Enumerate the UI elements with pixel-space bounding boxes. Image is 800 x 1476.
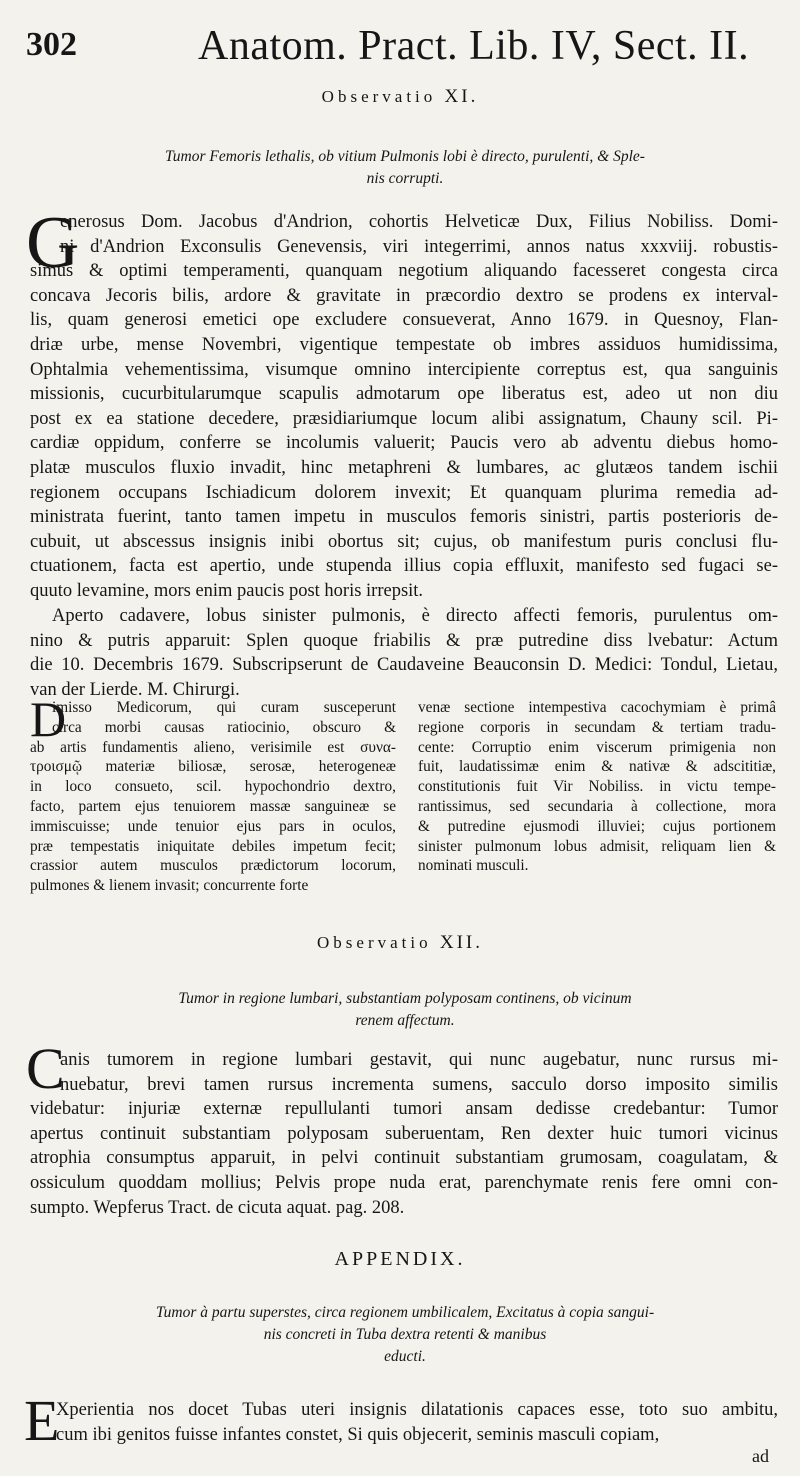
observation-number: XII. — [439, 932, 483, 953]
text-line: apertus continuit substantiam polyposam suberuentam, Ren dexter huic tumori vicinus — [30, 1123, 778, 1144]
scholion-left-column — [30, 698, 396, 896]
text-line: constitutionis fuit Vir Nobiliss. in victu tempe- — [418, 778, 776, 796]
appendix-heading: APPENDIX. — [334, 1248, 466, 1270]
scholion-right-column — [418, 698, 776, 876]
subtitle-line: Tumor Femoris lethalis, ob vitium Pulmonis lobi è directo, purulenti, & Sple- — [165, 148, 645, 165]
observation-12-paragraph — [30, 1048, 778, 1220]
observation-12-heading — [0, 932, 800, 954]
text-line: pulmones & lienem invasit; concurrente forte — [30, 877, 309, 895]
text-line: enerosus Dom. Jacobus d'Andrion, cohortis Helveticæ Dux, Filius Nobiliss. Domi- — [60, 212, 778, 232]
subtitle-line: educti. — [384, 1348, 426, 1365]
text-line: crassior autem musculos prædictorum locorum, — [30, 857, 396, 875]
subtitle-line: Tumor à partu superstes, circa regionem umbilicalem, Excitatus à copia sangui- — [155, 1304, 655, 1321]
text-line: rantissimus, sed secundaria à collectione, mora — [418, 797, 776, 815]
text-line: nominati musculi. — [418, 857, 529, 875]
observation-number: XI. — [444, 86, 479, 107]
text-line: videbatur: injuriæ externæ repullulanti tumori ansam dedisse credebantur: Tumor — [30, 1099, 778, 1120]
observation-label: Observatio — [317, 933, 432, 952]
text-line: circa morbi causas ratiocinio, obscuro & — [52, 718, 396, 736]
drop-cap: D — [30, 691, 67, 747]
text-line: τροισμῷ materiæ biliosæ, serosæ, heterogeneæ — [30, 758, 396, 776]
text-line: platæ musculos fluxio invadit, hinc metaphreni & lumbares, ac glutæos tandem ischii — [30, 457, 778, 478]
drop-cap: C — [26, 1036, 65, 1101]
text-line: nuebatur, brevi tamen rursus incrementa sumens, sacculo dorso imposito similis — [60, 1074, 778, 1095]
page-header — [26, 10, 786, 80]
observation-11-heading — [0, 86, 800, 108]
text-line: cubuit, ut abscessus insignis inibi obortus sit; cujus, ob manifestum puris conclusi flu- — [30, 531, 778, 552]
text-line: post ex ea statione decedere, præsidiariumque locum alibi assignatum, Chauny scil. Pi- — [30, 408, 778, 429]
text-line: cardiæ oppidum, conferre se incolumis valuerit; Paucis vero ab adventu diebus homo- — [30, 433, 778, 454]
text-line: facto, partem ejus tenuiorem massæ sanguineæ se — [30, 797, 396, 815]
text-line: regione corporis in secundam & tertiam tradu- — [418, 718, 776, 736]
subtitle-line: Tumor in regione lumbari, substantiam polyposam continens, ob vicinum — [178, 990, 632, 1007]
text-line: sumpto. Wepferus Tract. de cicuta aquat. pag. 208. — [30, 1197, 405, 1218]
text-line: in loco consueto, scil. hypochondrio dextro, — [30, 778, 396, 796]
observation-11-subtitle — [60, 146, 750, 190]
page-number: 302 — [26, 26, 77, 63]
text-line: præ tempestatis iniquitate debiles impetum fecit; — [30, 837, 396, 855]
observation-11-paragraph-2 — [30, 604, 778, 702]
observation-11-paragraph-1 — [30, 210, 778, 604]
text-line: ni d'Andrion Exconsulis Genevensis, viri integerrimi, annos natus xxxviij. robustis- — [60, 236, 778, 257]
text-line: venæ sectione intempestiva cacochymiam è primâ — [418, 699, 776, 716]
text-line: cente: Corruptio enim viscerum primigenia non — [418, 738, 776, 756]
text-line: simus & optimi temperamenti, quanquam negotium aliquando facesseret congesta circa — [30, 261, 778, 282]
appendix-subtitle — [60, 1302, 750, 1368]
text-line: regionem occupans Ischiadicum dolorem invexit; Et quanquam plurima remedia ad- — [30, 482, 778, 503]
appendix-paragraph — [30, 1398, 778, 1447]
observation-12-subtitle — [60, 988, 750, 1032]
text-line: quuto levamine, mors enim paucis post horis irrepsit. — [30, 580, 424, 601]
subtitle-line: nis concreti in Tuba dextra retenti & manibus — [263, 1326, 547, 1343]
text-line: Xperientia nos docet Tubas uteri insignis dilatationis capaces esse, toto suo ambitu, — [56, 1400, 778, 1420]
catchword: ad — [752, 1446, 769, 1466]
text-line: atrophia consumptus apparuit, in pelvi continuit substantiam grumosam, coagulatam, & — [30, 1148, 778, 1169]
text-line: concava Jecoris bilis, ardore & gravitate in præcordio dextro se prodens ex interval- — [30, 285, 778, 306]
text-line: driæ urbe, mense Novembri, vigentique tempestate ob imbres assiduos humidissima, — [30, 334, 778, 355]
observation-label: Observatio — [321, 87, 437, 106]
subtitle-line: renem affectum. — [355, 1012, 455, 1029]
text-line: van der Lierde. M. Chirurgi. — [30, 679, 240, 700]
text-line: & putredine ejusmodi illuviei; cujus portionem — [418, 817, 776, 835]
text-line: lis, quam generosi emetici ope excludere consueverat, Anno 1679. in Quesnoy, Flan- — [30, 310, 778, 331]
text-line: nino & putris apparuit: Splen quoque friabilis & præ putredine diss lvebatur: Actum — [30, 630, 778, 651]
text-line: die 10. Decembris 1679. Subscripserunt de Caudaveine Beauconsin D. Medici: Tondul, Lietau, — [30, 655, 778, 676]
drop-cap: E — [24, 1388, 60, 1453]
subtitle-line: nis corrupti. — [366, 170, 444, 187]
text-line: ab artis fundamentis alieno, verisimile est συνα- — [30, 738, 396, 756]
text-line: anis tumorem in regione lumbari gestavit, qui nunc augebatur, nunc rursus mi- — [60, 1050, 778, 1070]
text-line: missionis, cucurbitularumque scapulis admotarum ope liberatus est, adeo ut non diu — [30, 384, 778, 405]
text-line: imisso Medicorum, qui curam susceperunt — [52, 699, 396, 716]
drop-cap: G — [26, 202, 80, 284]
text-line: ossiculum quoddam mollius; Pelvis prope nuda erat, parenchymate renis fere omni con- — [30, 1172, 778, 1193]
text-line: Aperto cadavere, lobus sinister pulmonis, è directo affecti femoris, purulentus om- — [52, 606, 778, 626]
text-line: ministrata fuerint, tanto tamen impetu in musculos femoris sinistri, partis posterioris de- — [30, 507, 778, 528]
text-line: fuit, laudatissimæ enim & nativæ & adscititiæ, — [418, 758, 776, 776]
text-line: Ophtalmia vehementissima, visumque omnino intercipiente correptus est, qua sanguinis — [30, 359, 778, 380]
running-title: Anatom. Pract. Lib. IV, Sect. II. — [198, 23, 750, 69]
text-line: ctuationem, facta est apertio, unde stupenda illius copia effluxit, manifesto sed fugaci se- — [30, 556, 778, 577]
text-line: cum ibi genitos fuisse infantes constet, Si quis objecerit, seminis masculi copiam, — [56, 1424, 660, 1445]
text-line: sinister pulmonum lobus admisit, reliquam lien & — [418, 837, 776, 855]
text-line: immiscuisse; unde tenuior ejus pars in oculos, — [30, 817, 396, 835]
